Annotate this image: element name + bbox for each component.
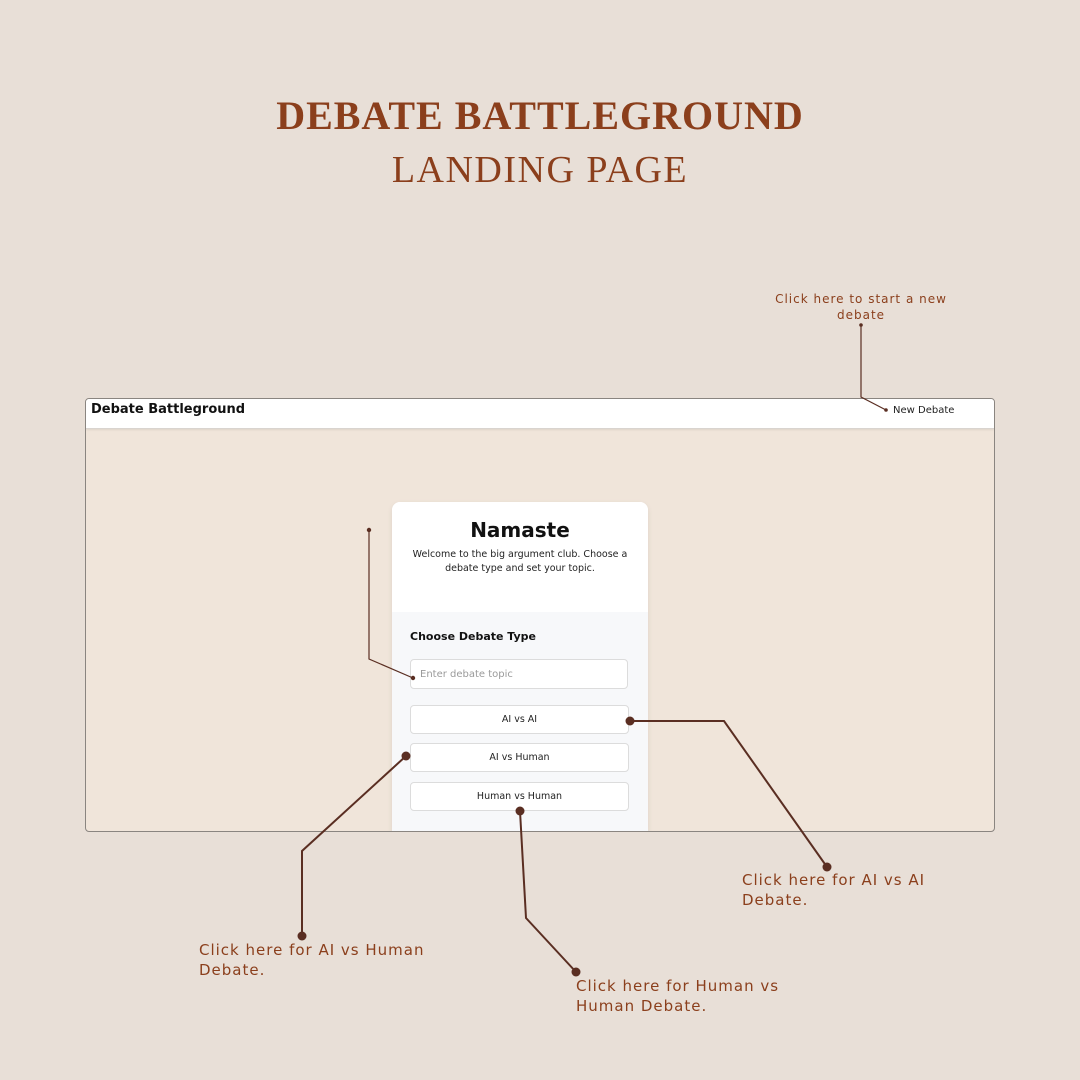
navbar [86,399,994,429]
debate-topic-input[interactable] [410,659,628,689]
brand-logo[interactable]: Debate Battleground [91,402,246,417]
page-title: DEBATE BATTLEGROUND [276,93,804,138]
annotation-ai-vs-human: Click here for AI vs Human Debate. [199,941,425,979]
page-subtitle: LANDING PAGE [391,149,689,191]
card-header [392,502,648,612]
ai-vs-human-button[interactable]: AI vs Human [410,743,629,772]
card-subtitle: Welcome to the big argument club. Choose a debate type and set your topic. [412,549,628,574]
ai-vs-ai-button[interactable]: AI vs AI [410,705,629,734]
card-heading: Namaste [470,518,570,542]
annotation-new-debate: Click here to start a new debate [775,292,947,322]
annotation-ai-vs-ai: Click here for AI vs AI Debate. [742,871,926,909]
welcome-card [392,502,648,832]
human-vs-human-button[interactable]: Human vs Human [410,782,629,811]
debate-type-heading: Choose Debate Type [410,630,536,643]
app-window [85,398,995,832]
annotation-human-vs-human: Click here for Human vs Human Debate. [576,977,780,1015]
connector-human-vs-human [516,807,581,977]
new-debate-link[interactable]: New Debate [893,405,955,416]
